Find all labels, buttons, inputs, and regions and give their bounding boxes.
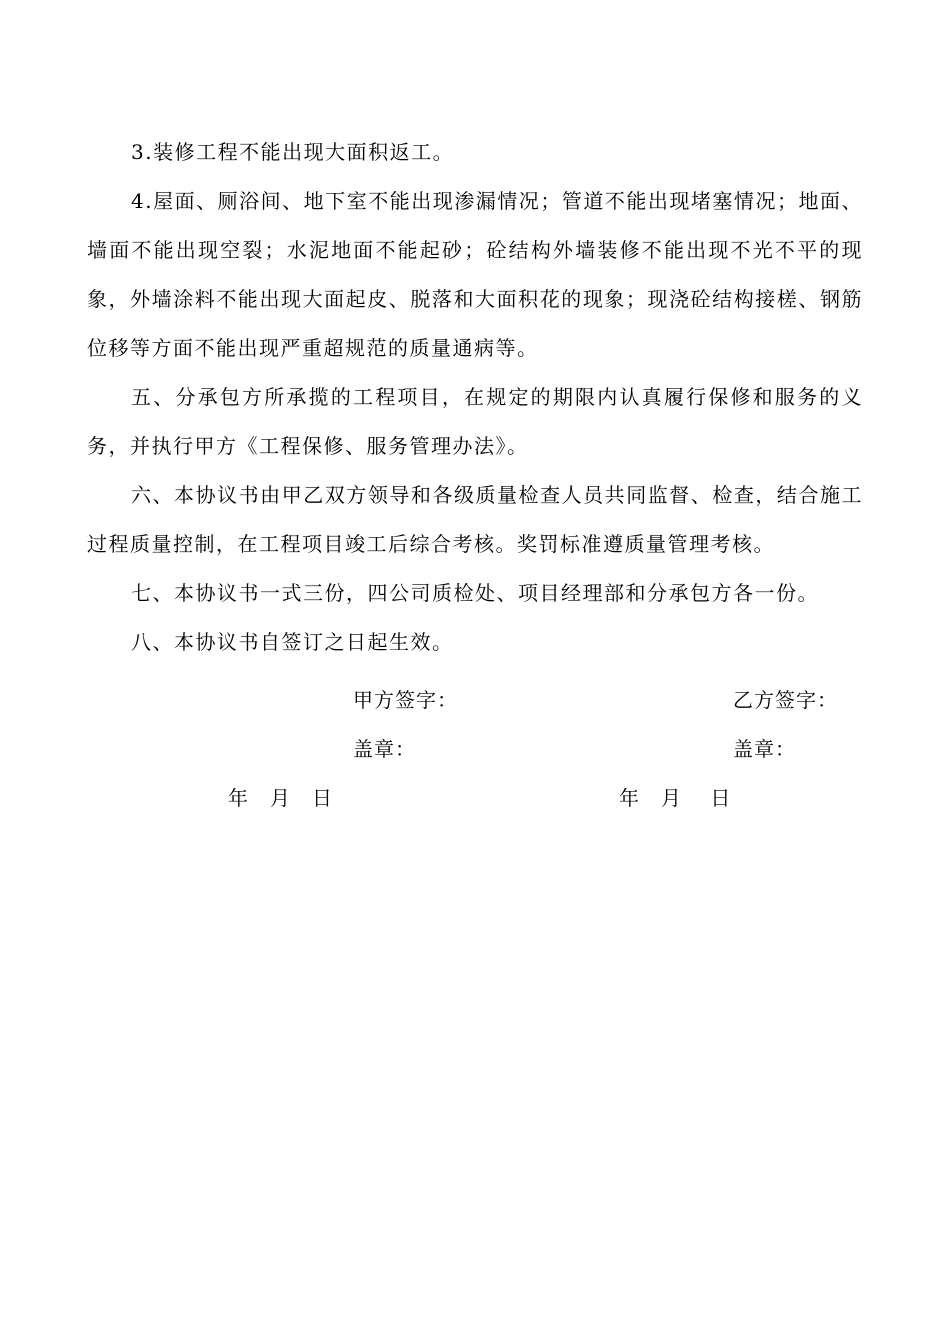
clause-3-renovation: 3.装修工程不能出现大面积返工。 xyxy=(131,140,455,164)
clause-seven-copies: 七、本协议书一式三份，四公司质检处、项目经理部和分承包方各一份。 xyxy=(131,581,819,605)
clause-five-warranty: 五、分承包方所承揽的工程项目，在规定的期限内认真履行保修和服务的义务，并执行甲方《工程保修、服务管理办法》。 xyxy=(87,385,863,458)
clause-eight-effective: 八、本协议书自签订之日起生效。 xyxy=(131,630,454,654)
clause-4-quality-defects: 4.屋面、厕浴间、地下室不能出现渗漏情况；管道不能出现堵塞情况；地面、墙面不能出现空裂；水泥地面不能起砂；砼结构外墙装修不能出现不光不平的现象，外墙涂料不能出现大面起皮、脱落和大面积花的现象；现浇砼结构接槎、钢筋位移等方面不能出现严重超规范的质量通病等。 xyxy=(87,189,863,360)
party-a-signature-label: 甲方签字： xyxy=(353,688,458,712)
party-b-signature-label: 乙方签字： xyxy=(733,688,838,712)
clause-six-supervision: 六、本协议书由甲乙双方领导和各级质量检查人员共同监督、检查，结合施工过程质量控制，在工程项目竣工后综合考核。奖罚标准遵质量管理考核。 xyxy=(87,483,863,556)
party-a-date-label: 年 月 日 xyxy=(228,786,333,810)
party-b-date-label: 年 月 日 xyxy=(619,786,732,810)
party-a-seal-label: 盖章： xyxy=(353,737,416,761)
agreement-body xyxy=(87,128,863,667)
party-b-seal-label: 盖章： xyxy=(733,737,796,761)
